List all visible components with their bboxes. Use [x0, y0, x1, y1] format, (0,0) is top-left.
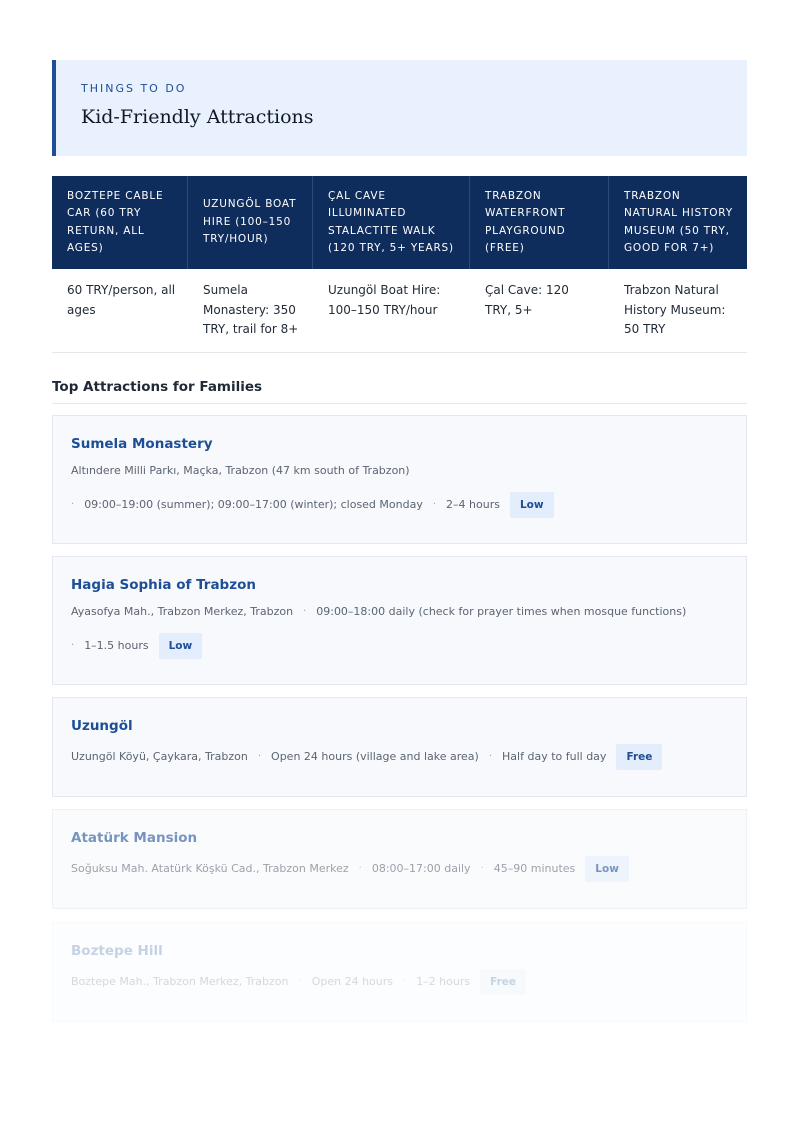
hero-banner: [52, 60, 747, 156]
attraction-name[interactable]: Uzungöl: [71, 718, 133, 734]
attraction-duration: 45–90 minutes: [493, 862, 576, 875]
cost-badge: Free: [616, 744, 662, 770]
table-header-row: [52, 176, 747, 269]
separator-dot: ·: [71, 640, 75, 651]
separator-dot: ·: [432, 499, 437, 510]
attraction-address: Uzungöl Köyü, Çaykara, Trabzon: [71, 750, 248, 763]
table-header-cell: TRABZON WATERFRONT PLAYGROUND (FREE): [470, 176, 609, 269]
separator-dot: ·: [488, 751, 493, 762]
separator-dot: ·: [257, 751, 262, 762]
attraction-name[interactable]: Atatürk Mansion: [71, 830, 198, 846]
attraction-card-sumela-monastery[interactable]: [52, 415, 747, 544]
separator-dot: ·: [480, 863, 484, 874]
separator-dot: ·: [71, 499, 75, 510]
attraction-card-ataturk-mansion[interactable]: [52, 809, 747, 909]
attraction-details: [71, 856, 746, 882]
attraction-address: Altındere Milli Parkı, Maçka, Trabzon (47 km south of Trabzon): [71, 464, 410, 477]
attraction-card-uzungol[interactable]: [52, 697, 747, 797]
separator-dot: ·: [298, 976, 302, 987]
attraction-hours: Open 24 hours (village and lake area): [271, 750, 479, 763]
attraction-name[interactable]: Boztepe Hill: [71, 943, 163, 959]
attraction-details-extra: [71, 633, 746, 659]
table-header-cell: UZUNGÖL BOAT HIRE (100–150 TRY/HOUR): [188, 176, 313, 269]
attraction-details: [71, 603, 746, 621]
table-cell: Uzungöl Boat Hire: 100–150 TRY/hour: [328, 283, 441, 317]
table-header-cell: TRABZON NATURAL HISTORY MUSEUM (50 TRY, GOOD FOR 7+): [624, 189, 733, 254]
table-row: [52, 269, 747, 353]
cost-badge: Low: [159, 633, 203, 659]
attraction-name[interactable]: Sumela Monastery: [71, 436, 213, 452]
table-cell: 60 TRY/person, all ages: [67, 283, 176, 317]
attraction-name[interactable]: Hagia Sophia of Trabzon: [71, 577, 256, 593]
table-cell: Trabzon Natural History Museum: 50 TRY: [624, 283, 726, 336]
cost-badge: Low: [510, 492, 554, 518]
attraction-duration: 2–4 hours: [446, 498, 500, 511]
attraction-card-hagia-sophia[interactable]: [52, 556, 747, 685]
attraction-card-boztepe-hill[interactable]: [52, 922, 747, 1022]
attraction-address: Ayasofya Mah., Trabzon Merkez, Trabzon: [71, 605, 294, 618]
attraction-hours: 09:00–18:00 daily (check for prayer times when mosque functions): [316, 605, 687, 618]
cost-badge: Low: [585, 856, 629, 882]
attraction-details: [71, 744, 746, 770]
hero-kicker: THINGS TO DO: [81, 82, 187, 95]
separator-dot: ·: [403, 976, 407, 987]
table-header-cell: ÇAL CAVE ILLUMINATED STALACTITE WALK (120 TRY, 5+ YEARS): [313, 176, 470, 269]
table-cell: Sumela Monastery: 350 TRY, trail for 8+: [203, 283, 299, 336]
attraction-hours: 08:00–17:00 daily: [371, 862, 471, 875]
attraction-duration: 1–1.5 hours: [84, 639, 149, 652]
table-header-cell: BOZTEPE CABLE CAR (60 TRY RETURN, ALL AGES): [52, 176, 188, 269]
separator-dot: ·: [358, 863, 362, 874]
separator-dot: ·: [303, 606, 307, 617]
page-title: Kid-Friendly Attractions: [81, 106, 314, 128]
attraction-hours: 09:00–19:00 (summer); 09:00–17:00 (winter); closed Monday: [84, 498, 423, 511]
attraction-address: Soğuksu Mah. Atatürk Köşkü Cad., Trabzon Merkez: [71, 862, 349, 875]
attraction-details: [71, 492, 746, 518]
attraction-duration: Half day to full day: [502, 750, 607, 763]
attraction-duration: 1–2 hours: [416, 975, 471, 988]
cost-badge: Free: [480, 969, 526, 995]
section-title: Top Attractions for Families: [52, 379, 747, 404]
attraction-hours: Open 24 hours: [311, 975, 393, 988]
pricing-table: [52, 176, 747, 353]
attraction-details: [71, 969, 746, 995]
attraction-address: Boztepe Mah., Trabzon Merkez, Trabzon: [71, 975, 289, 988]
table-cell: Çal Cave: 120 TRY, 5+: [485, 283, 569, 317]
